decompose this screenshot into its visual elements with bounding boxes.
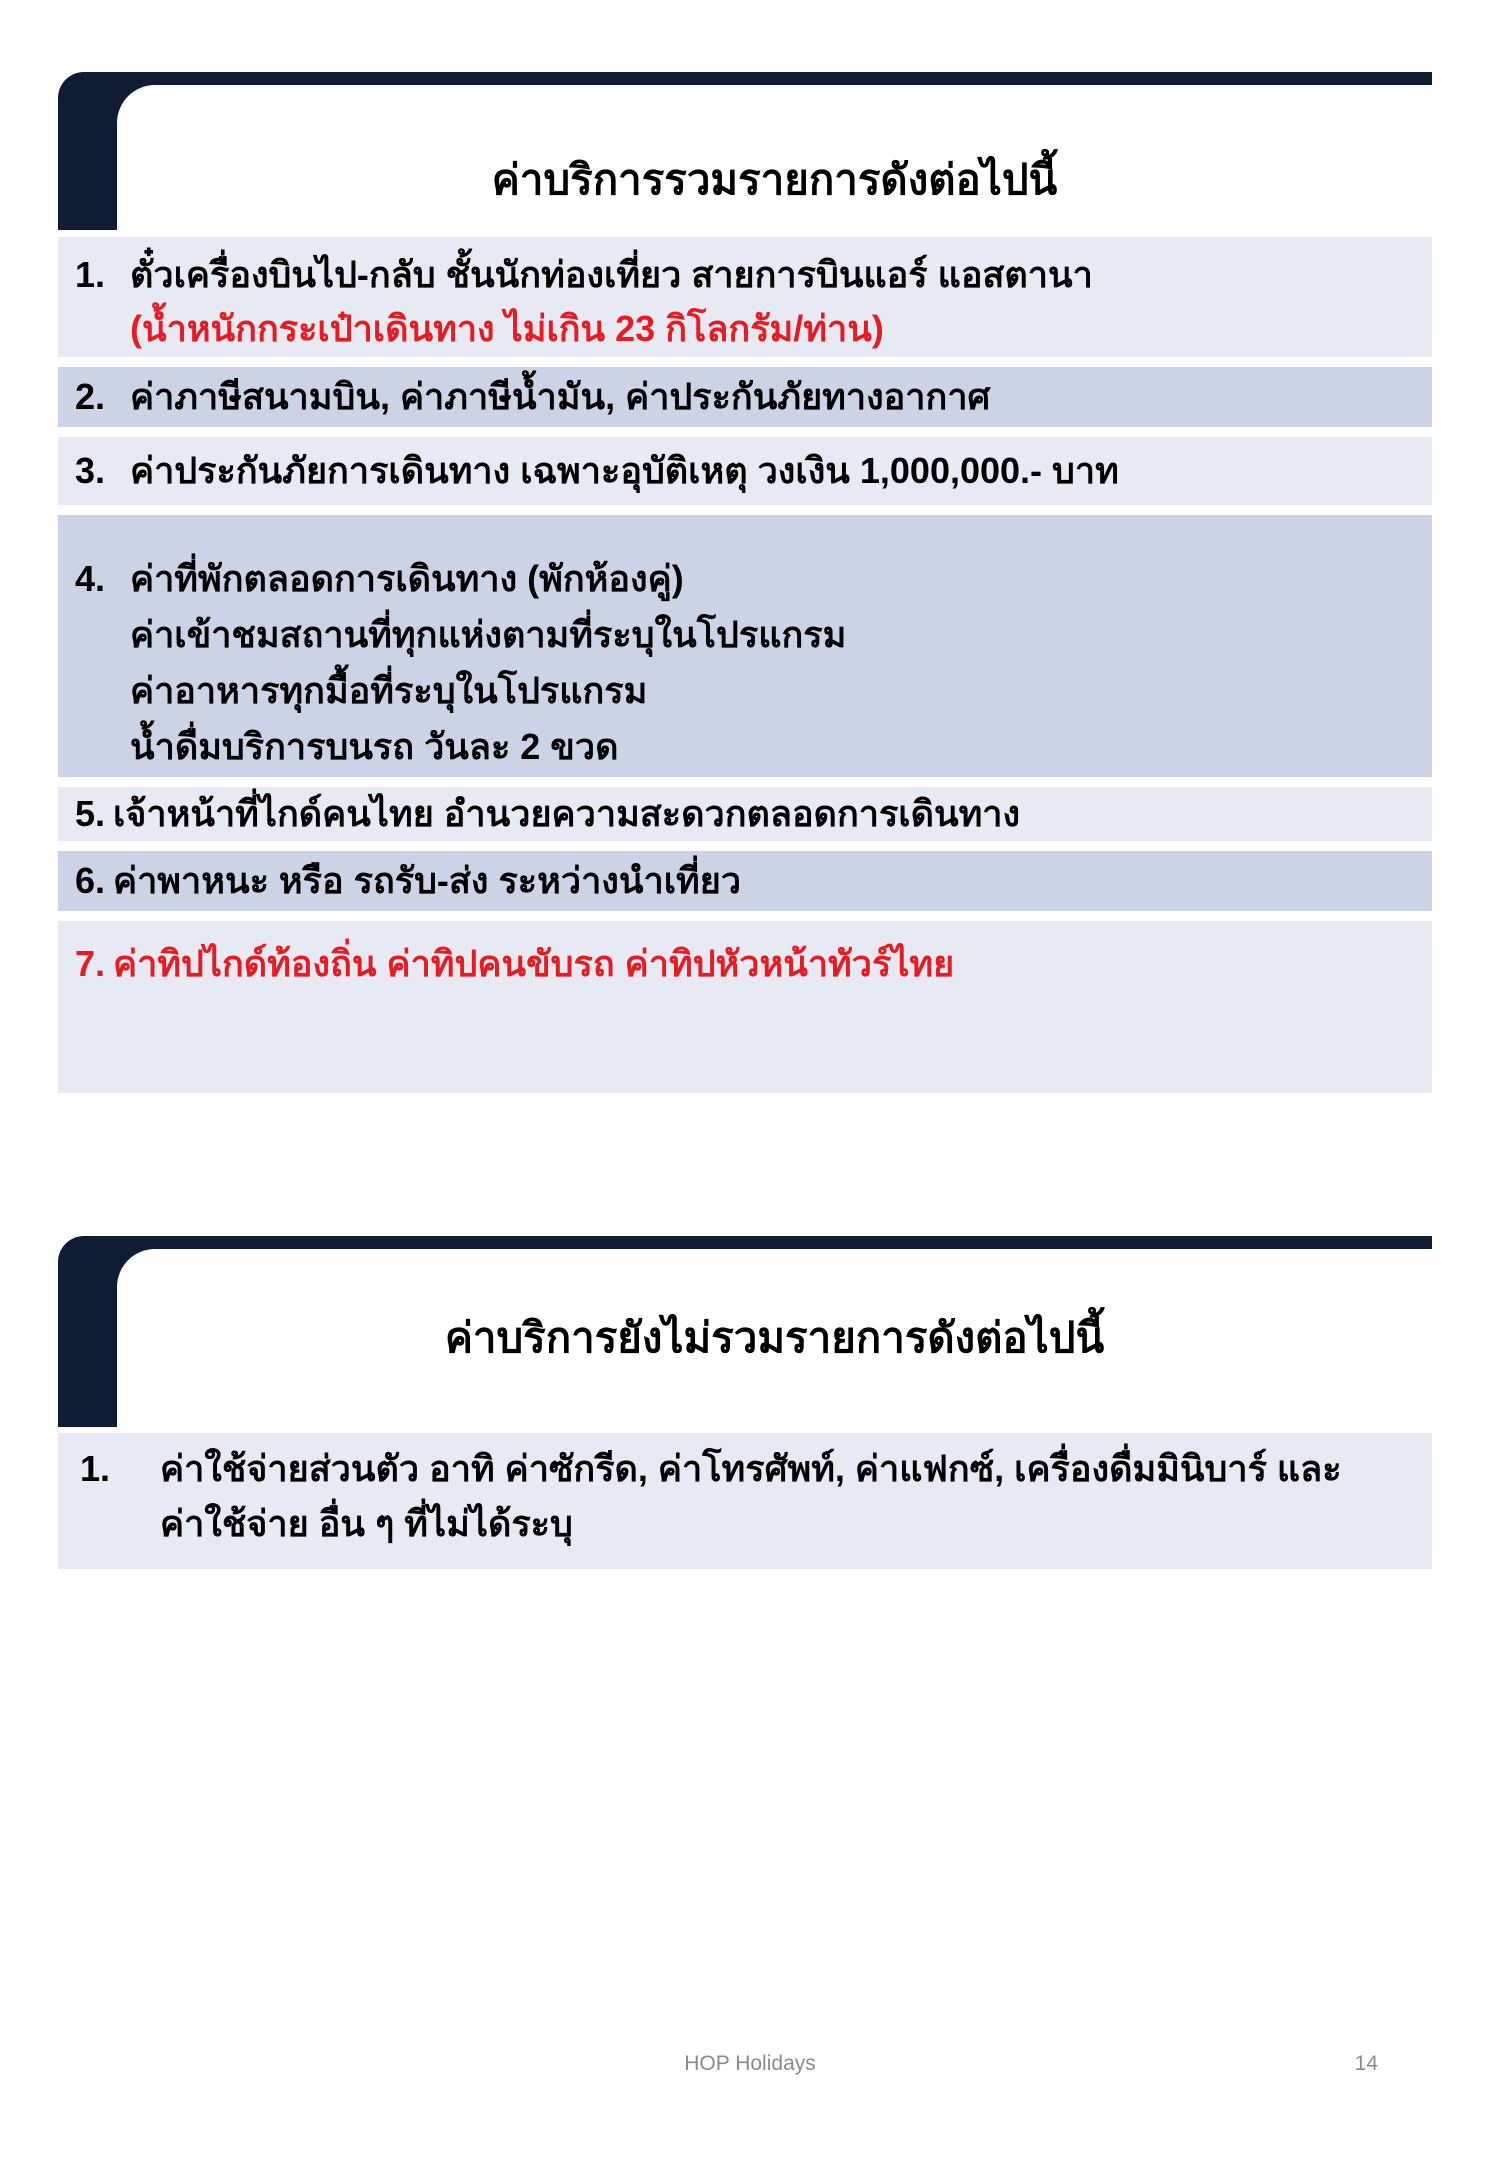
page-number: 14 bbox=[1354, 2052, 1378, 2075]
section-title: ค่าบริการรวมรายการดังต่อไปนี้ bbox=[491, 156, 1058, 204]
included-section-header bbox=[58, 72, 1432, 230]
item-text-highlight: ค่าทิปไกด์ท้องถิ่น ค่าทิปคนขับรถ ค่าทิปหัวหน้าทัวร์ไทย bbox=[113, 943, 955, 984]
item-text: ค่าประกันภัยการเดินทาง เฉพาะอุบัติเหตุ วงเงิน 1,000,000.- บาท bbox=[130, 450, 1119, 491]
item-lines bbox=[160, 1441, 1342, 1569]
footer-brand: HOP Holidays bbox=[684, 2052, 816, 2075]
item-text: ค่าพาหนะ หรือ รถรับ-ส่ง ระหว่างนำเที่ยว bbox=[113, 860, 742, 901]
excluded-section bbox=[58, 1236, 1432, 1569]
item-number: 1. bbox=[80, 1448, 111, 1489]
item-number: 1. bbox=[75, 254, 106, 295]
included-list bbox=[58, 237, 1432, 1093]
item-text: ตั๋วเครื่องบินไป-กลับ ชั้นนักท่องเที่ยว สายการบินแอร์ แอสตานา bbox=[130, 254, 1093, 295]
item-lines bbox=[130, 551, 846, 777]
item-text: ค่าเข้าชมสถานที่ทุกแห่งตามที่ระบุในโปรแกรม bbox=[130, 614, 847, 655]
item-text: ค่าที่พักตลอดการเดินทาง (พักห้องคู่) bbox=[130, 558, 684, 599]
item-lines bbox=[130, 248, 1093, 357]
item-text: ค่าใช้จ่ายส่วนตัว อาทิ ค่าซักรีด, ค่าโทรศัพท์, ค่าแฟกซ์, เครื่องดื่มมินิบาร์ และ bbox=[160, 1448, 1342, 1489]
excluded-list bbox=[58, 1433, 1432, 1569]
excluded-section-header bbox=[58, 1236, 1432, 1427]
item-text: ค่าอาหารทุกมื้อที่ระบุในโปรแกรม bbox=[130, 670, 648, 711]
item-number: 7. bbox=[75, 943, 106, 984]
header-panel bbox=[117, 1249, 1432, 1427]
item-text: ค่าใช้จ่าย อื่น ๆ ที่ไม่ได้ระบุ bbox=[160, 1503, 573, 1544]
item-text: เจ้าหน้าที่ไกด์คนไทย อำนวยความสะดวกตลอดการเดินทาง bbox=[113, 793, 1021, 834]
section-title: ค่าบริการยังไม่รวมรายการดังต่อไปนี้ bbox=[444, 1313, 1105, 1361]
item-number: 3. bbox=[75, 450, 106, 491]
list-item bbox=[58, 515, 1432, 777]
list-item bbox=[58, 787, 1432, 841]
list-item bbox=[58, 1433, 1432, 1569]
item-number: 2. bbox=[75, 376, 106, 417]
item-number: 5. bbox=[75, 793, 106, 834]
item-number: 4. bbox=[75, 558, 106, 599]
item-number: 6. bbox=[75, 860, 106, 901]
list-item bbox=[58, 921, 1432, 1093]
list-item bbox=[58, 237, 1432, 357]
document-page bbox=[58, 0, 1432, 1579]
list-item bbox=[58, 851, 1432, 911]
item-text: ค่าภาษีสนามบิน, ค่าภาษีน้ำมัน, ค่าประกันภัยทางอากาศ bbox=[130, 376, 991, 417]
item-text-highlight: (น้ำหนักกระเป๋าเดินทาง ไม่เกิน 23 กิโลกรัม/ท่าน) bbox=[130, 308, 884, 349]
list-item bbox=[58, 367, 1432, 427]
list-item bbox=[58, 437, 1432, 505]
included-section bbox=[58, 72, 1432, 1093]
header-panel bbox=[117, 85, 1432, 230]
item-text: น้ำดื่มบริการบนรถ วันละ 2 ขวด bbox=[130, 726, 619, 767]
